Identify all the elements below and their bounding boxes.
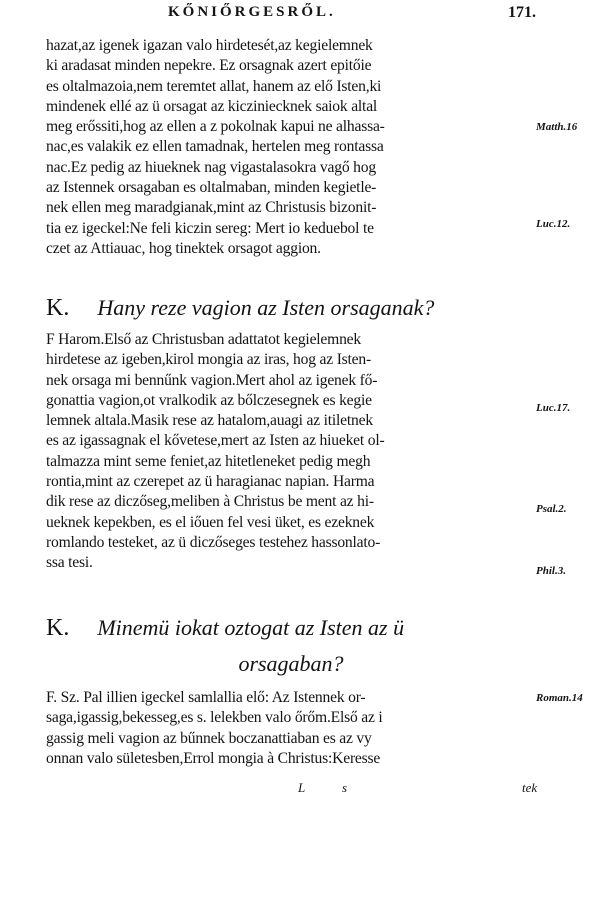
text-line: es oltalmazoia,nem teremtet allat, hanem az elő Isten,ki [46,77,382,95]
text-line: nek ellen meg maradgianak,mint az Christusis bizonit- [46,199,377,217]
question-text: Minemü iokat oztogat az Isten az ü [97,615,405,640]
paragraph-1 [46,36,536,259]
text-line: ueknek kepekben, es el iőuen fel vesi üket, es ezeknek [46,513,375,531]
margin-reference: Phil.3. [536,565,566,577]
text-line: talmazza mint seme feniet,az hitetleneket pedig megh [46,452,371,470]
page-number: 171. [508,4,536,21]
signature-mark: L [298,780,306,795]
text-line: lemnek altala.Masik rese az hatalom,auagi az itiletnek [46,412,373,430]
question-label: K. [46,615,70,641]
text-line: romlando testeket, az ü diczőseges testehez hassonlato- [46,533,381,551]
text-line: rontia,mint az czerepet az ü haragianac napian. Harma [46,473,375,491]
question-label: K. [46,295,70,321]
signature-mark: s [342,780,348,795]
margin-reference: Luc.17. [536,402,571,414]
question-text: Hany reze vagion az Isten orsaganak? [97,295,435,320]
margin-reference: Psal.2. [536,503,567,515]
margin-reference: Matth.16 [536,121,578,133]
text-line: nac,es valakik ez ellen tamadnak, hertelen meg rontassa [46,138,384,156]
paragraph-3 [46,688,536,769]
text-line: az Istennek orsagaban es oltalmaban, minden kegietle- [46,179,377,197]
text-line: nek orsaga mi bennűnk vagion.Mert ahol az igenek fő- [46,371,378,389]
text-line: dik rese az diczőseg,meliben à Christus be ment az hi- [46,493,374,511]
text-line: hirdetese az igeben,kirol mongia az iras, hog az Isten- [46,351,371,369]
text-line: onnan valo sületesben,Errol mongia à Christus:Keresse [46,749,381,767]
question-heading-2 [46,614,536,642]
text-line: mindenek ellé az ü orsagat az kicziniecknek saiok altal [46,97,378,115]
question-heading-1 [46,294,536,322]
paragraph-2 [46,330,536,574]
text-line: F Harom.Első az Christusban adattatot kegielemnek [46,331,361,348]
text-line: ki aradasat minden nepekre. Ez orsagnak azert epitőie [46,57,372,75]
text-line: ssa tesi. [46,554,93,572]
margin-reference: Luc.12. [536,218,571,230]
text-line: es az igassagnak el kővetese,mert az Isten az hiueket ol- [46,432,385,450]
question-text: orsagaban? [238,651,344,676]
text-line: F. Sz. Pal illien igeckel samlallia elő: Az Istennek or- [46,689,366,706]
text-line: hazat,az igenek igazan valo hirdetesét,az kegielemnek [46,37,373,54]
text-line: czet az Attiauac, hog tinektek orsagot aggion. [46,239,321,257]
margin-reference: Roman.14 [536,692,583,704]
question-heading-2-continued [46,650,536,678]
text-line: tia ez igeckel:Ne feli kiczin sereg: Mert io keduebol te [46,219,374,237]
catchword: tek [522,780,538,795]
text-line: saga,igassig,bekesseg,es s. lelekben valo őrőm.Első az i [46,709,383,727]
text-line: nac.Ez pedig az hiueknek nag vigastalasokra vagő hog [46,158,376,176]
running-header: KŐNIŐRGESRŐL. [168,4,336,20]
text-line: meg erőssiti,hog az ellen a z pokolnak kapui ne alhassa- [46,118,385,136]
text-line: gonattia vagion,ot vralkodik az bőlczesegnek es kegie [46,391,372,409]
text-line: gassig meli vagion az bűnnek boczanattiaban es az vy [46,729,372,747]
